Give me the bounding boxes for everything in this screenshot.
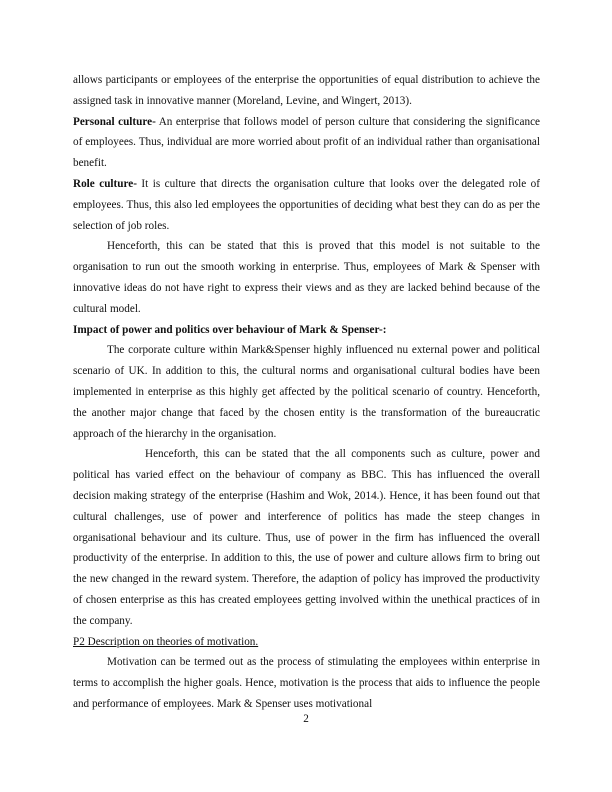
term-personal-culture: Personal culture-: [73, 115, 156, 128]
paragraph-role-culture: [73, 174, 540, 236]
paragraph-corporate-culture: The corporate culture within Mark&Spenser highly influenced nu external power and political scenario of UK. In addition to this, the cultural norms and organisational cultural bodies have been implemented in enterprise as this highly get affected by the political scenario of country. Henceforth, the another major change that faced by the chosen entity is the transformation of the bureaucratic approach of the hierarchy in the organisation.: [73, 344, 540, 440]
personal-culture-text: An enterprise that follows model of person culture that considering the significance of employees. Thus, individual are more worried about profit of an individual rather than organisational benefit.: [73, 115, 540, 170]
page-body: [73, 70, 540, 715]
page-number: 2: [303, 713, 309, 725]
paragraph-henceforth-components: Henceforth, this can be stated that the all components such as culture, power and political has varied effect on the behaviour of company as BBC. This has influenced the overall decision making strategy of the enterprise (Hashim and Wok, 2014.). Hence, it has been found out that cultural challenges, use of power and interference of politics has made the steep changes in organisational behaviour and its culture. Thus, use of power in the firm has influenced the overall productivity of the enterprise. In addition to this, the use of power and culture allows firm to bring out the new changed in the reward system. Therefore, the adaption of policy has improved the productivity of chosen enterprise as this has created employees getting involved within the unethical practices of in the company.: [73, 448, 540, 627]
paragraph-personal-culture: [73, 112, 540, 174]
role-culture-text: It is culture that directs the organisation culture that looks over the delegated role of employees. Thus, this also led employees the opportunities of deciding what best they can do as per the selection of job roles.: [73, 177, 540, 232]
paragraph-henceforth-model: Henceforth, this can be stated that this is proved that this model is not suitable to the organisation to run out the smooth working in enterprise. Thus, employees of Mark & Spenser with innovative ideas do not have right to express their views and as they are lacked behind because of the cultural model.: [73, 240, 540, 315]
section-heading-impact: Impact of power and politics over behaviour of Mark & Spenser-:: [73, 323, 387, 336]
term-role-culture: Role culture-: [73, 177, 137, 190]
paragraph-intro-continued: allows participants or employees of the enterprise the opportunities of equal distribution to achieve the assigned task in innovative manner (Moreland, Levine, and Wingert, 2013).: [73, 74, 540, 107]
paragraph-motivation: Motivation can be termed out as the process of stimulating the employees within enterprise in terms to accomplish the higher goals. Hence, motivation is the process that aids to influence the people and performance of employees. Mark & Spenser uses motivational: [73, 656, 540, 710]
section-heading-p2: P2 Description on theories of motivation.: [73, 635, 259, 648]
